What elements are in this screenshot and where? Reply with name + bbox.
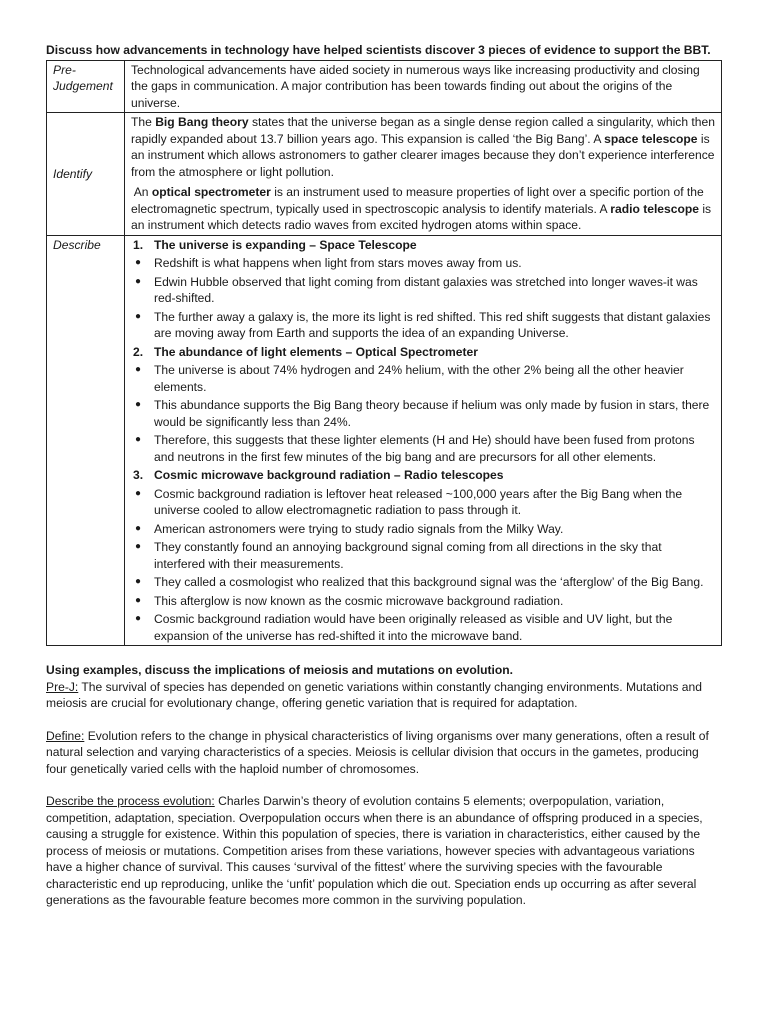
list-item: ● Cosmic background radiation is leftover heat released ~100,000 years after the Big Bang when the universe cooled to allow electromagnetic radiation to pass through it. [135, 486, 683, 517]
table-row-prejudgement [47, 60, 722, 113]
heading-text: The abundance of light elements – Optical Spectrometer [154, 344, 478, 359]
list-item-text: The further away a galaxy is, the more its light is red shifted. This red shift suggests that distant galaxies are moving away from Earth and supports the idea of an expanding Universe. [154, 309, 711, 340]
list-item: ● Redshift is what happens when light from stars moves away from us. [135, 256, 522, 270]
text-run: is an instrument which allows astronomers to gather clearer images because they don’t experience interference from the atmosphere or light pollution. [131, 131, 715, 179]
text-run: The [131, 115, 156, 129]
list-heading: 3. Cosmic microwave background radiation – Radio telescopes [133, 468, 504, 482]
list-item-text: Redshift is what happens when light from stars moves away from us. [154, 256, 522, 270]
list-item-text: Cosmic background radiation is leftover heat released ~100,000 years after the Big Bang when the universe cooled to allow electromagnetic radiation to pass through it. [154, 486, 683, 517]
prej-paragraph [46, 679, 722, 712]
define-paragraph [46, 728, 722, 778]
list-item-text: The universe is about 74% hydrogen and 24% helium, with the other 2% being all the other heavier elements. [154, 363, 684, 394]
question-1-heading: Discuss how advancements in technology have helped scientists discover 3 pieces of evidence to support the BBT. [46, 43, 711, 57]
describe-evolution-text: Charles Darwin’s theory of evolution contains 5 elements; overpopulation, variation, competition, adaptation, speciation. Overpopulation occurs when there is an abundance of offspring produced in a species, causing a struggle for existence. Within this population of species, there is variation in characteristics, either caused by the process of meiosis or mutations. Competition arises from these variations, however species with advantageous variations have a higher chance of survival. This causes ‘survival of the fittest’ where the surviving species with the favourable characteristic end up reproducing, unlike the ‘unfit’ population which die out. Speciation ends up occurring as after several generations as the favourable feature becomes more common in the surviving population. [46, 794, 703, 907]
define-text: Evolution refers to the change in physical characteristics of living organisms over many generations, often a result of natural selection and varying characteristics of a species. Meiosis is cellular division that occurs in the gametes, producing four genetically varied cells with the haploid number of chromosomes. [46, 728, 709, 776]
table-row-identify [47, 113, 722, 236]
list-item: ● The universe is about 74% hydrogen and 24% helium, with the other 2% being all the other heavier elements. [135, 363, 684, 394]
list-item-text: Cosmic background radiation would have been originally released as visible and UV light, but the expansion of the universe has red-shifted it into the microwave band. [154, 612, 673, 643]
describe-label: Describe [47, 235, 125, 646]
heading-text: Cosmic microwave background radiation – Radio telescopes [154, 468, 504, 482]
list-item: ● Cosmic background radiation would have been originally released as visible and UV light, but the expansion of the universe has red-shifted it into the microwave band. [135, 612, 673, 643]
describe-evolution-paragraph [46, 793, 722, 909]
heading-text: The universe is expanding – Space Telescope [154, 237, 417, 252]
term-radio-telescope: radio telescope [610, 201, 699, 216]
describe-cell [125, 235, 722, 646]
list-item-text: They constantly found an annoying background signal coming from all directions in the sky that interfered with their measurements. [154, 540, 662, 571]
list-item: ● This abundance supports the Big Bang theory because if helium was only made by fusion in stars, there would be significantly less than 24%. [135, 398, 710, 429]
identify-cell [125, 113, 722, 236]
list-item-text: Therefore, this suggests that these lighter elements (H and He) should have been fused from protons and neutrons in the first few minutes of the big bang and are precursors for all other elements. [154, 433, 695, 464]
text-run: An [131, 185, 152, 199]
prejudgement-text: Technological advancements have aided society in numerous ways like increasing productivity and closing the gaps in communication. A major contribution has been towards finding out about the origins of the universe. [125, 60, 722, 113]
term-optical-spectrometer: optical spectrometer [151, 185, 271, 199]
list-item: ● This afterglow is now known as the cosmic microwave background radiation. [135, 593, 564, 608]
term-big-bang-theory: Big Bang theory [155, 115, 249, 129]
list-item-text: Edwin Hubble observed that light coming from distant galaxies was stretched into longer waves-it was red-shifted. [154, 274, 698, 305]
list-item: ● They constantly found an annoying background signal coming from all directions in the sky that interfered with their measurements. [135, 540, 662, 571]
bbt-table [46, 60, 722, 647]
list-item: ● Edwin Hubble observed that light coming from distant galaxies was stretched into longer waves-it was red-shifted. [135, 274, 698, 305]
identify-label: Identify [47, 113, 125, 236]
list-item: ● Therefore, this suggests that these lighter elements (H and He) should have been fused from protons and neutrons in the first few minutes of the big bang and are precursors for all other elements. [135, 433, 695, 464]
list-item: ● The further away a galaxy is, the more its light is red shifted. This red shift suggests that distant galaxies are moving away from Earth and supports the idea of an expanding Universe. [135, 309, 711, 340]
text-run: is an instrument which detects radio waves from excited hydrogen atoms within space. [131, 201, 712, 232]
list-heading: 2. The abundance of light elements – Optical Spectrometer [133, 344, 478, 359]
text-run: states that the universe began as a single dense region called a singularity, which then rapidly expanded about 13.7 billion years ago. This expansion is called ‘the Big Bang’. A [131, 115, 715, 146]
list-item: ● American astronomers were trying to study radio signals from the Milky Way. [135, 521, 564, 536]
prej-label: Pre-J: [46, 679, 79, 694]
describe-evolution-label: Describe the process evolution: [46, 794, 215, 808]
text-run: is an instrument used to measure properties of light over a specific portion of the electromagnetic spectrum, typically used in spectroscopic analysis to identify materials. A [131, 185, 704, 216]
list-item: ● They called a cosmologist who realized that this background signal was the ‘afterglow’ of the Big Bang. [135, 575, 704, 589]
list-heading: 1. The universe is expanding – Space Telescope [133, 237, 417, 252]
list-item-text: This abundance supports the Big Bang theory because if helium was only made by fusion in stars, there would be significantly less than 24%. [154, 398, 710, 429]
list-item-text: American astronomers were trying to study radio signals from the Milky Way. [154, 521, 564, 536]
define-label: Define: [46, 728, 85, 743]
question-2-section [46, 662, 722, 909]
document-page [46, 42, 722, 909]
list-item-text: They called a cosmologist who realized that this background signal was the ‘afterglow’ of the Big Bang. [154, 575, 704, 589]
prej-text: The survival of species has depended on genetic variations within constantly changing environments. Mutations and meiosis are crucial for evolutionary change, offering genetic variation that is required for adaptation. [46, 679, 702, 710]
list-item-text: This afterglow is now known as the cosmic microwave background radiation. [154, 593, 564, 608]
question-2-heading: Using examples, discuss the implications of meiosis and mutations on evolution. [46, 663, 514, 677]
table-row-describe [47, 235, 722, 646]
identify-paragraph-2 [131, 184, 715, 234]
identify-paragraph-1 [131, 114, 715, 180]
prejudgement-label: Pre-Judgement [47, 60, 125, 113]
term-space-telescope: space telescope [604, 131, 698, 146]
